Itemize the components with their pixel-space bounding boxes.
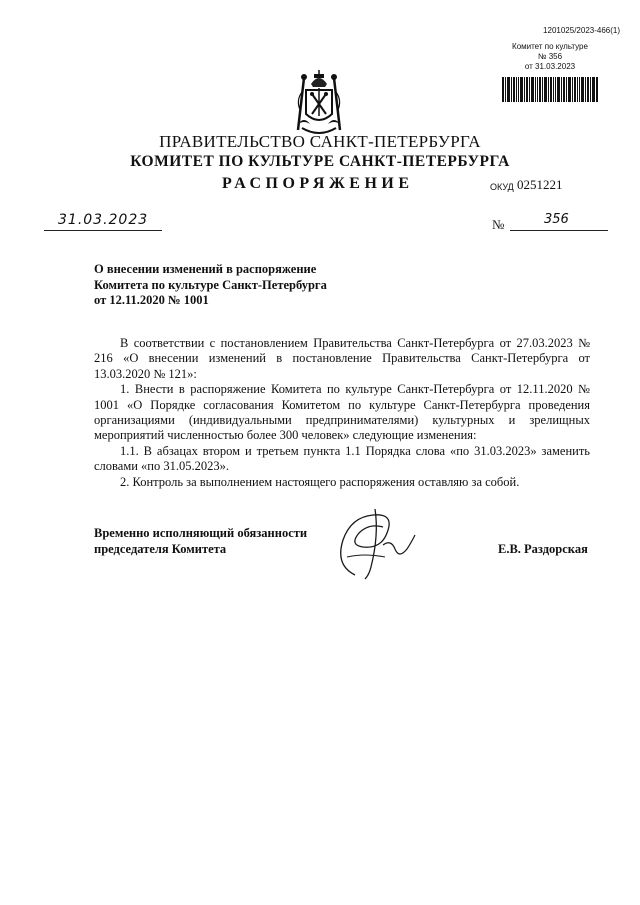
handwritten-signature [325, 505, 425, 585]
committee-title: КОМИТЕТ ПО КУЛЬТУРЕ САНКТ-ПЕТЕРБУРГА [130, 153, 510, 170]
date-underline [44, 230, 162, 231]
stamp-number: № 356 [537, 52, 563, 61]
body-paragraph: 2. Контроль за выполнением настоящего распоряжения оставляю за собой. [120, 474, 520, 489]
number-label: № [492, 217, 505, 232]
number-underline [510, 230, 608, 231]
subject-line: Комитета по культуре Санкт-Петербурга [94, 277, 327, 292]
document-subject [94, 262, 327, 309]
subject-line: О внесении изменений в распоряжение [94, 262, 317, 276]
registration-code: 1201025/2023-466(1) [543, 26, 620, 35]
government-title: ПРАВИТЕЛЬСТВО САНКТ-ПЕТЕРБУРГА [159, 132, 481, 151]
subject-line: от 12.11.2020 № 1001 [94, 293, 209, 307]
registration-stamp [496, 42, 604, 72]
barcode [502, 77, 598, 102]
stamp-date: от 31.03.2023 [524, 62, 576, 71]
body-paragraph: В соответствии с постановлением Правительства Санкт-Петербурга от 27.03.2023 № 216 «О внесении изменений в постановление Правительства Санкт-Петербурга от 13.03.2020 № 121»: [94, 336, 590, 381]
signer-position-line: Временно исполняющий обязанности [94, 526, 308, 540]
document-body [94, 336, 590, 490]
okud-value: 0251221 [517, 177, 563, 192]
signer-position [94, 526, 307, 557]
body-paragraph: 1.1. В абзацах втором и третьем пункта 1.1 Порядка слова «по 31.03.2023» заменить словами «по 31.05.2023». [94, 443, 590, 474]
signer-name: Е.В. Раздорская [498, 542, 588, 556]
document-type: РАСПОРЯЖЕНИЕ [222, 175, 414, 192]
document-date: 31.03.2023 [58, 212, 149, 228]
stamp-org: Комитет по культуре [512, 42, 588, 51]
body-paragraph: 1. Внести в распоряжение Комитета по культуре Санкт-Петербурга от 12.11.2020 № 1001 «О Порядке согласования Комитетом по культуре Санкт-Петербурга проведения организациями (индивидуальными предпринимателями) культурных и зрелищных мероприятий численностью более 300 человек» следующие изменения: [94, 382, 590, 443]
document-number: 356 [544, 212, 569, 227]
coat-of-arms-emblem [292, 70, 346, 138]
okud-label: ОКУД [490, 182, 514, 192]
signer-position-line: председателя Комитета [94, 541, 227, 556]
